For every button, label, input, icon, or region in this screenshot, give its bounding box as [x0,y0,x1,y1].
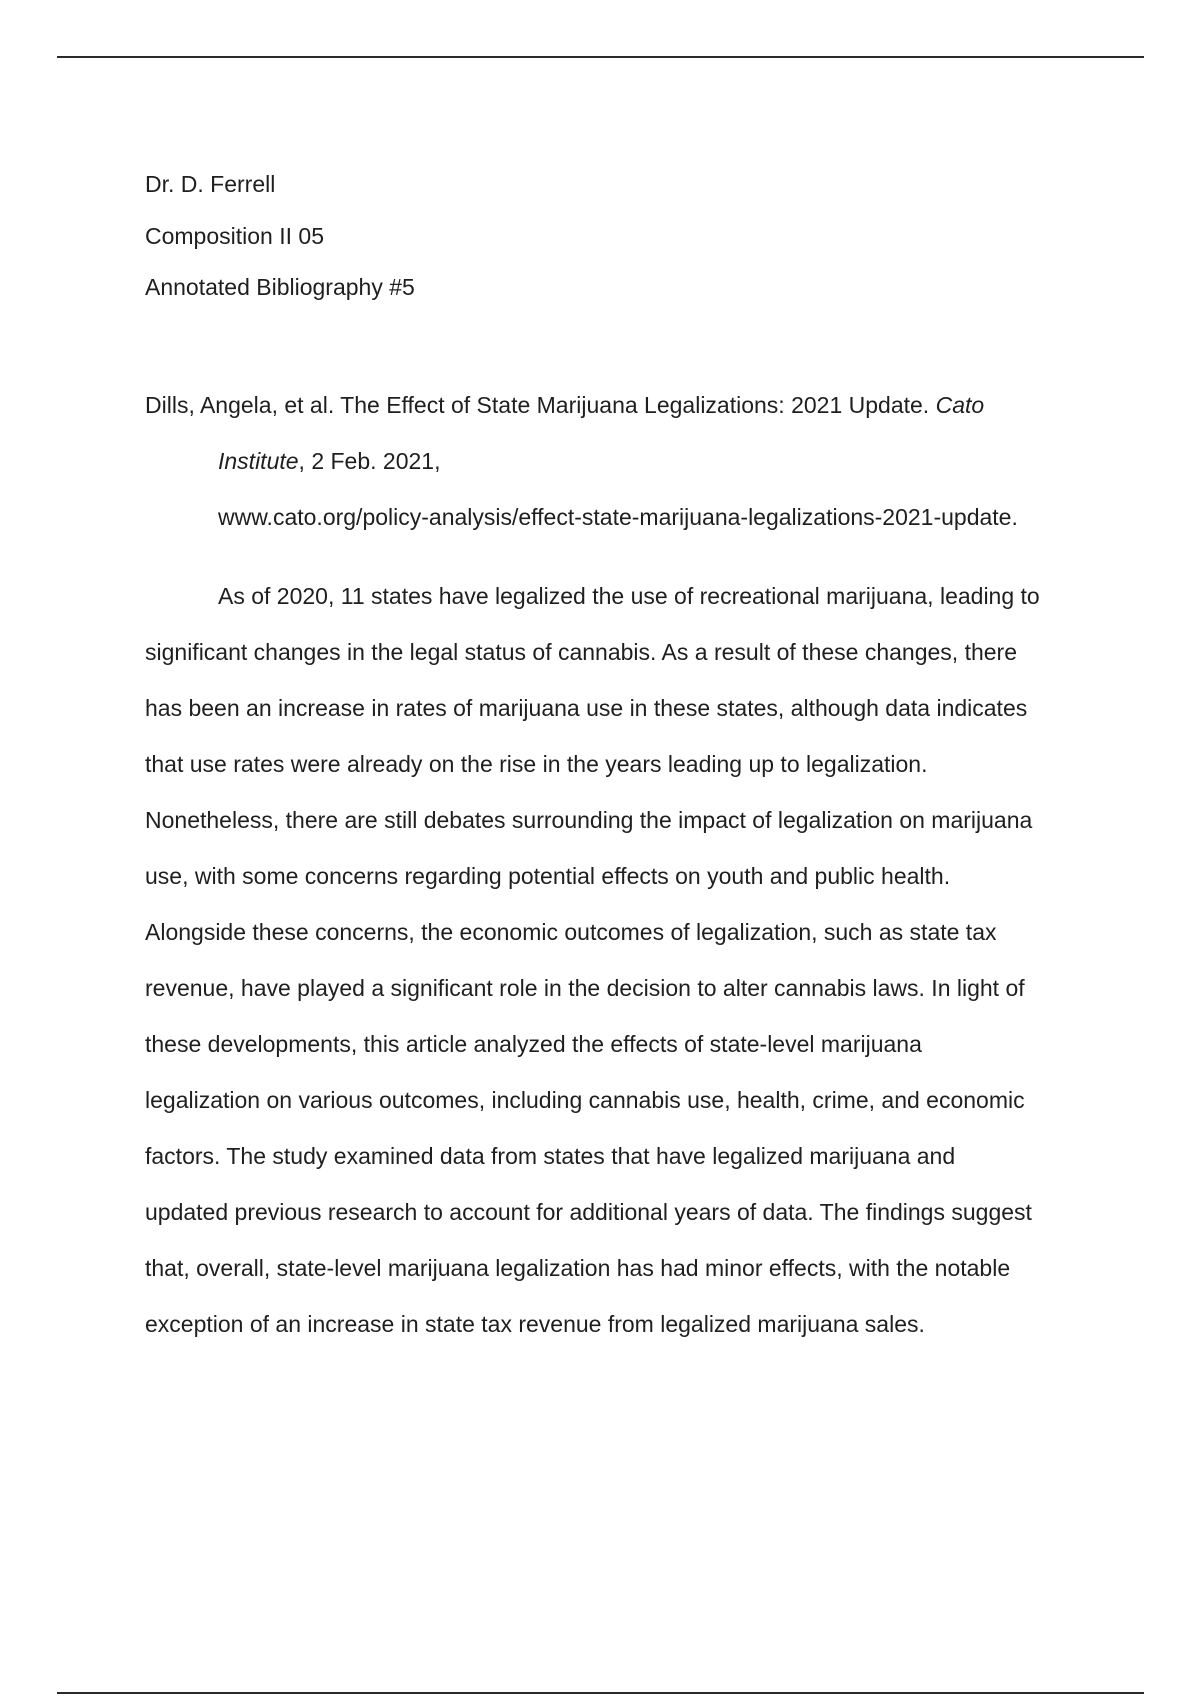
annotation-line: As of 2020, 11 states have legalized the use of recreational marijuana, leading to [218,583,1040,609]
annotation-line: that use rates were already on the rise in the years leading up to legalization. [145,751,928,777]
annotation-line: Alongside these concerns, the economic outcomes of legalization, such as state tax [145,919,997,945]
annotation-line: updated previous research to account for additional years of data. The findings suggest [145,1199,1032,1225]
annotation-line: significant changes in the legal status of cannabis. As a result of these changes, there [145,639,1017,665]
annotation-line: legalization on various outcomes, including cannabis use, health, crime, and economic [145,1087,1025,1113]
annotation-line: Nonetheless, there are still debates surrounding the impact of legalization on marijuana [145,807,1033,833]
assignment-title: Annotated Bibliography #5 [145,274,415,300]
citation-publisher-part-1: Cato [935,392,985,418]
annotation-line: exception of an increase in state tax revenue from legalized marijuana sales. [145,1311,925,1337]
annotation-line: has been an increase in rates of marijuana use in these states, although data indicates [145,695,1028,721]
instructor-name: Dr. D. Ferrell [145,171,276,197]
citation-url: www.cato.org/policy-analysis/effect-state-marijuana-legalizations-2021-update. [218,504,1018,530]
citation-publisher-part-2: Institute [218,448,299,474]
annotation-line: factors. The study examined data from states that have legalized marijuana and [145,1143,956,1169]
citation-author-title: Dills, Angela, et al. The Effect of State Marijuana Legalizations: 2021 Update. [145,392,936,418]
annotation-line: that, overall, state-level marijuana legalization has had minor effects, with the notable [145,1255,1011,1281]
annotation-line: use, with some concerns regarding potential effects on youth and public health. [145,863,951,889]
annotation-paragraph [145,568,1090,1352]
citation-line-2 [145,433,1085,489]
course-name: Composition II 05 [145,223,324,249]
works-cited-entry [145,377,1085,545]
citation-date: , 2 Feb. 2021, [298,448,441,474]
annotation-line: revenue, have played a significant role in the decision to alter cannabis laws. In light of [145,975,1025,1001]
annotation-line: these developments, this article analyzed the effects of state-level marijuana [145,1031,922,1057]
citation-line-1 [145,377,1085,433]
bottom-rule [57,1692,1144,1694]
